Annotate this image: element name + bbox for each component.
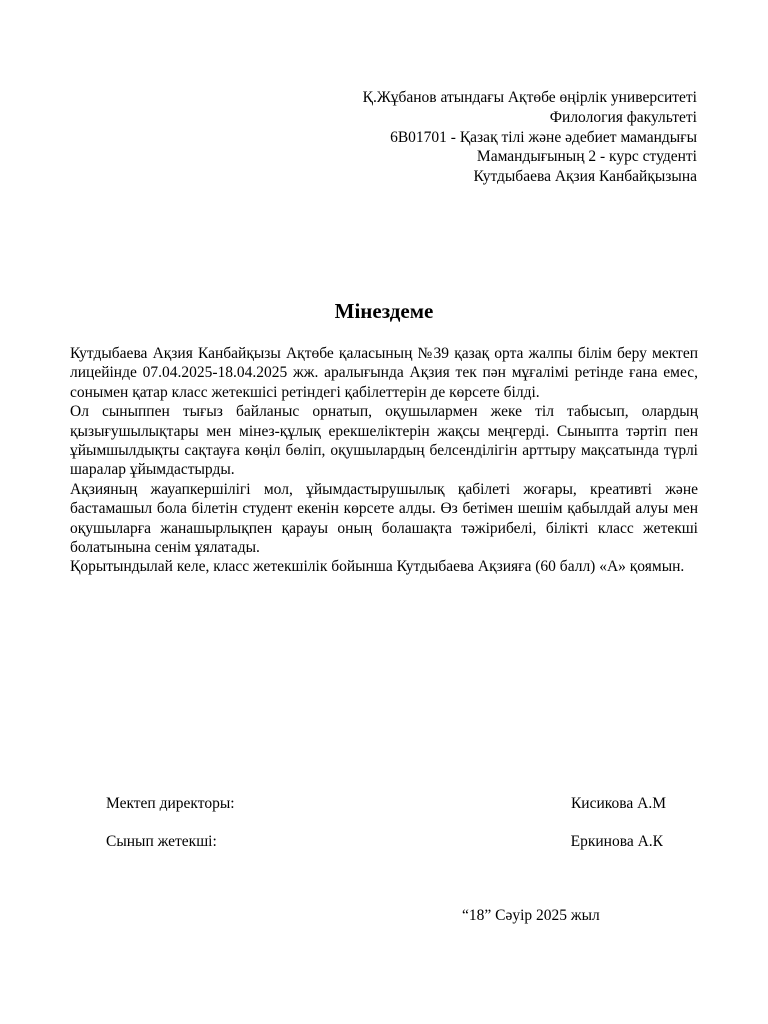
- header-student-name: Кутдыбаева Ақзия Канбайқызына: [473, 168, 697, 186]
- document-date: “18” Сәуір 2025 жыл: [462, 907, 600, 924]
- signature-row-director: [106, 793, 666, 815]
- header-faculty: Филология факультеті: [549, 108, 697, 126]
- class-teacher-name: Еркинова А.К: [570, 833, 663, 850]
- class-teacher-role: Сынып жетекші:: [106, 833, 217, 850]
- header-specialty: 6В01701 - Қазақ тілі және әдебиет мамандығы: [390, 128, 697, 146]
- document-body: [70, 344, 698, 577]
- body-paragraph: Ол сыныппен тығыз байланыс орнатып, оқушылармен жеке тіл табысып, олардың қызығушылықтары мен мінез-құлық ерекшеліктерін жақсы меңгерді. Сыныпта тәртіп пен ұйымшылдықты сақтауға көңіл бөліп, оқушылардың белсенділігін арттыру мақсатында түрлі шаралар ұйымдастырды.: [70, 403, 698, 479]
- header-course: Мамандығының 2 - курс студенті: [476, 148, 697, 166]
- director-name: Кисикова А.М: [570, 795, 666, 812]
- body-paragraph: Қорытындылай келе, класс жетекшілік бойынша Кутдыбаева Ақзияға (60 балл) «А» қоямын.: [70, 558, 685, 576]
- body-paragraph: Ақзияның жауапкершілігі мол, ұйымдастырушылық қабілеті жоғары, креативті және бастамашыл бола білетін студент екенін көрсете алды. Өз бетімен шешім қабылдай алуы мен оқушыларға жанашырлықпен қарауы оның болашақта тәжірибелі, білікті класс жетекші болатынына сенім ұялатады.: [70, 480, 698, 557]
- header-university: Қ.Жұбанов атындағы Ақтөбе өңірлік университеті: [362, 89, 697, 106]
- body-paragraph: Кутдыбаева Ақзия Канбайқызы Ақтөбе қаласының №39 қазақ орта жалпы білім беру мектеп лицейінде 07.04.2025-18.04.2025 жж. аралығында Ақзия тек пән мұғалімі ретінде ғана емес, сонымен қатар класс жетекшісі ретіндегі қабілеттерін де көрсете білді.: [70, 345, 698, 401]
- document-title: Мінездеме: [334, 299, 434, 323]
- recipient-header: [363, 88, 697, 187]
- signature-row-class-teacher: [106, 831, 663, 853]
- director-role: Мектеп директоры:: [106, 795, 235, 812]
